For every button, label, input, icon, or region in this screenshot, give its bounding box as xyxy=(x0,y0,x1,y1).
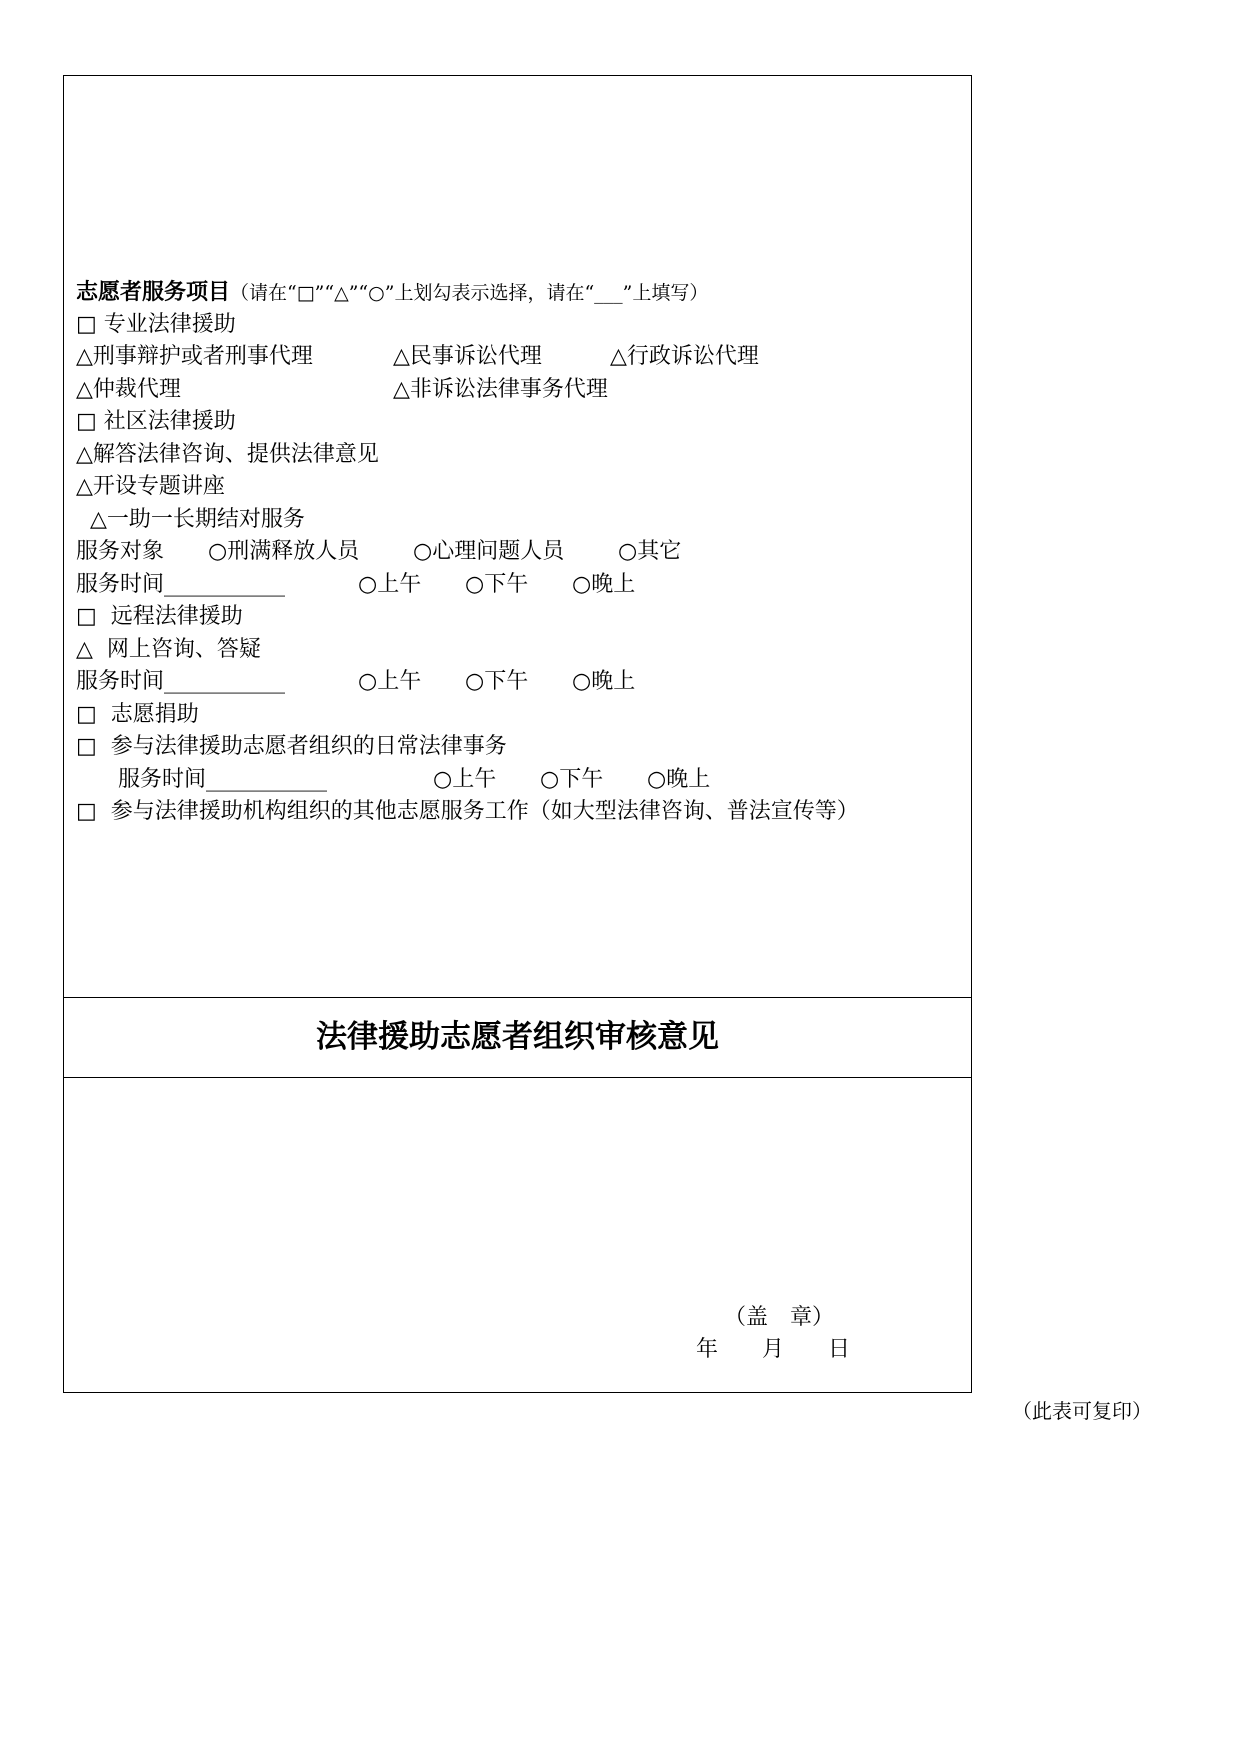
form-frame xyxy=(63,75,972,1393)
checkbox-option[interactable]: □ 专业法律援助 xyxy=(76,311,236,337)
date-label: 年 月 日 xyxy=(696,1337,851,1362)
service-items-title: 志愿者服务项目 xyxy=(76,279,231,305)
option-line xyxy=(76,569,966,602)
option-line xyxy=(76,601,966,634)
option-line xyxy=(76,439,966,472)
circle-option[interactable]: ○下午 xyxy=(465,669,529,694)
triangle-option[interactable]: △ 网上咨询、答疑 xyxy=(76,636,261,662)
service-time-field[interactable]: 服务时间___________ xyxy=(76,571,286,597)
circle-option[interactable]: ○上午 xyxy=(433,766,497,792)
option-line xyxy=(76,406,966,439)
circle-option[interactable]: ○其它 xyxy=(618,539,682,564)
review-section-title: 法律援助志愿者组织审核意见 xyxy=(64,997,971,1078)
service-time-field[interactable]: 服务时间___________ xyxy=(76,766,327,792)
service-items-instruction: （请在“□”“△”“○”上划勾表示选择，请在“___”上填写） xyxy=(230,282,709,304)
triangle-option[interactable]: △解答法律咨询、提供法律意见 xyxy=(76,441,379,467)
circle-option[interactable]: ○晚上 xyxy=(572,571,636,597)
circle-option[interactable]: ○上午 xyxy=(358,571,422,597)
option-line xyxy=(76,699,966,732)
service-items-section xyxy=(64,76,971,998)
triangle-option[interactable]: △仲裁代理 xyxy=(76,376,181,402)
circle-option[interactable]: ○上午 xyxy=(358,669,422,694)
service-items-heading xyxy=(76,276,966,309)
review-opinion-area[interactable] xyxy=(64,1078,971,1392)
service-time-field[interactable]: 服务时间___________ xyxy=(76,669,286,694)
option-line xyxy=(76,796,966,829)
option-line xyxy=(76,309,966,342)
circle-option[interactable]: ○下午 xyxy=(540,766,604,792)
option-line xyxy=(76,764,966,797)
seal-label: （盖 章） xyxy=(724,1305,835,1330)
triangle-option[interactable]: △一助一长期结对服务 xyxy=(76,506,305,532)
triangle-option[interactable]: △开设专题讲座 xyxy=(76,474,225,499)
copy-note: （此表可复印） xyxy=(1012,1399,1152,1423)
triangle-option[interactable]: △民事诉讼代理 xyxy=(393,344,542,369)
checkbox-option[interactable]: □ 远程法律援助 xyxy=(76,604,243,629)
circle-option[interactable]: ○刑满释放人员 xyxy=(208,539,360,564)
option-line xyxy=(76,504,966,537)
circle-option[interactable]: ○晚上 xyxy=(647,766,711,792)
option-line xyxy=(76,374,966,407)
checkbox-option[interactable]: □ 社区法律援助 xyxy=(76,409,236,434)
checkbox-option[interactable]: □ 参与法律援助志愿者组织的日常法律事务 xyxy=(76,734,507,759)
circle-option[interactable]: ○晚上 xyxy=(572,669,636,694)
triangle-option[interactable]: △刑事辩护或者刑事代理 xyxy=(76,344,313,369)
checkbox-option[interactable]: □ 志愿捐助 xyxy=(76,701,199,727)
service-target-label: 服务对象 xyxy=(76,539,165,564)
option-line xyxy=(76,666,966,699)
option-line xyxy=(76,341,966,374)
option-line xyxy=(76,536,966,569)
triangle-option[interactable]: △行政诉讼代理 xyxy=(610,344,759,369)
option-line xyxy=(76,634,966,667)
triangle-option[interactable]: △非诉讼法律事务代理 xyxy=(393,376,608,402)
checkbox-option[interactable]: □ 参与法律援助机构组织的其他志愿服务工作（如大型法律咨询、普法宣传等） xyxy=(76,799,859,824)
service-items-list xyxy=(76,276,966,829)
option-line xyxy=(76,731,966,764)
circle-option[interactable]: ○心理问题人员 xyxy=(413,539,565,564)
circle-option[interactable]: ○下午 xyxy=(465,571,529,597)
option-line xyxy=(76,471,966,504)
